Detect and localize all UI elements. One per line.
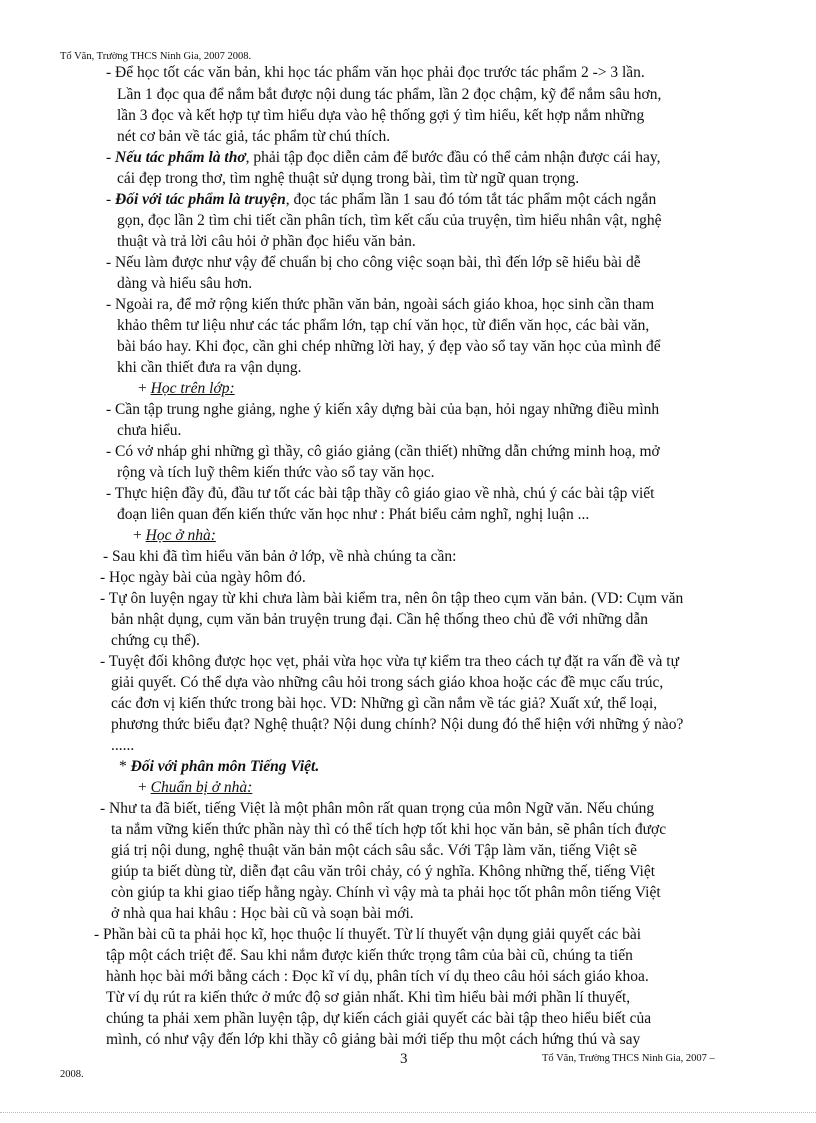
text-line xyxy=(111,611,648,629)
line-text: , phải tập đọc diễn cảm để bước đầu có thể cảm nhận được cái hay, xyxy=(245,149,661,166)
page-header: Tổ Văn, Trường THCS Ninh Gia, 2007 2008. xyxy=(60,51,252,62)
line-text: giá trị nội dung, nghệ thuật văn bản một cách sâu sắc. Với Tập làm văn, tiếng Việt sẽ xyxy=(111,842,637,859)
line-text: rộng và tích luỹ thêm kiến thức vào sổ tay văn học. xyxy=(117,464,435,481)
text-line xyxy=(106,64,645,82)
text-line xyxy=(119,758,319,776)
line-text: tập một cách triệt để. Sau khi nắm được kiến thức trọng tâm của bài cũ, chúng ta tiến xyxy=(106,947,633,964)
text-line xyxy=(117,233,416,251)
line-text: - Tự ôn luyện ngay từ khi chưa làm bài kiểm tra, nên ôn tập theo cụm văn bản. (VD: Cụm văn xyxy=(100,590,684,607)
text-line xyxy=(106,443,660,461)
line-text: hành học bài mới bằng cách : Đọc kĩ ví dụ, phân tích ví dụ theo câu hỏi sách giáo khoa. xyxy=(106,968,649,985)
line-text: chứng cụ thể). xyxy=(111,632,200,649)
line-text: chúng ta phải xem phần luyện tập, dự kiến cách giải quyết các bài tập theo hiểu biết của xyxy=(106,1010,652,1027)
line-text: thuật và trả lời câu hỏi ở phần đọc hiểu văn bản. xyxy=(117,233,416,250)
line-text: đoạn liên quan đến kiến thức văn học như : Phát biểu cảm nghĩ, nghị luận ... xyxy=(117,506,590,523)
subheading-text: Học ở nhà: xyxy=(145,527,216,544)
line-text: dàng và hiểu sâu hơn. xyxy=(117,275,253,292)
text-line xyxy=(94,926,641,944)
line-text: gọn, đọc lần 2 tìm chi tiết cần phân tích, tìm kết cấu của truyện, tìm hiểu nhân vật, nghệ xyxy=(117,212,662,229)
emphasis-text: Đối với phân môn Tiếng Việt. xyxy=(130,758,320,775)
line-text: chưa hiểu. xyxy=(117,422,182,439)
line-text: - Để học tốt các văn bản, khi học tác phẩm văn học phải đọc trước tác phẩm 2 -> 3 lần. xyxy=(106,64,645,81)
page-separator xyxy=(0,1112,816,1113)
page-number: 3 xyxy=(400,1051,408,1067)
line-prefix: + xyxy=(138,779,151,796)
text-line xyxy=(111,716,683,734)
text-line xyxy=(117,422,181,440)
line-text: lần 3 đọc và kết hợp tự tìm hiểu dựa vào hệ thống gợi ý tìm hiểu, kết hợp nắm những xyxy=(117,107,645,124)
text-line xyxy=(106,296,654,314)
page-footer: Tổ Văn, Trường THCS Ninh Gia, 2007 – xyxy=(542,1053,715,1064)
line-text: còn giúp ta khi giao tiếp hằng ngày. Chính vì vậy mà ta phải học tốt phân môn tiếng Việt xyxy=(111,884,661,901)
line-text: ở nhà qua hai khâu : Học bài cũ và soạn bài mới. xyxy=(111,905,414,922)
text-line xyxy=(117,359,301,377)
line-prefix: + xyxy=(133,527,146,544)
line-text: giải quyết. Có thể dựa vào những câu hỏi trong sách giáo khoa hoặc các đề mục cấu trúc, xyxy=(111,674,664,691)
text-line xyxy=(106,989,630,1007)
line-text: - Ngoài ra, để mở rộng kiến thức phần văn bản, ngoài sách giáo khoa, học sinh cần tham xyxy=(106,296,655,313)
text-line xyxy=(117,338,661,356)
line-text: , đọc tác phẩm lần 1 sau đó tóm tắt tác phẩm một cách ngắn xyxy=(285,191,657,208)
emphasis-text: Đối với tác phẩm là truyện xyxy=(115,191,286,208)
text-line: - Đối với tác phẩm là truyện, đọc tác phẩm lần 1 sau đó tóm tắt tác phẩm một cách ngắn xyxy=(106,191,657,208)
text-line xyxy=(138,380,235,398)
line-text: - Học ngày bài của ngày hôm đó. xyxy=(100,569,306,586)
line-text: nét cơ bản về tác giả, tác phẩm từ chú thích. xyxy=(117,128,391,145)
line-text: ...... xyxy=(111,737,135,754)
text-line xyxy=(106,1031,640,1049)
text-line xyxy=(133,527,216,545)
line-prefix: + xyxy=(138,380,151,397)
line-text: cái đẹp trong thơ, tìm nghệ thuật sử dụng trong bài, tìm từ ngữ quan trọng. xyxy=(117,170,580,187)
line-text: - Như ta đã biết, tiếng Việt là một phân môn rất quan trọng của môn Ngữ văn. Nếu chúng xyxy=(100,800,655,817)
line-text: Từ ví dụ rút ra kiến thức ở mức độ sơ giản nhất. Khi tìm hiểu bài mới phần lí thuyết, xyxy=(106,989,631,1006)
line-text: các đơn vị kiến thức trong bài học. VD: Những gì cần nắm về tác giả? Xuất xứ, thể loại, xyxy=(111,695,658,712)
text-line xyxy=(111,863,655,881)
line-text: - Nếu làm được như vậy để chuẩn bị cho công việc soạn bài, thì đến lớp sẽ hiểu bài dễ xyxy=(106,254,641,271)
text-line xyxy=(138,779,252,797)
text-line xyxy=(106,1010,651,1028)
text-line xyxy=(106,947,633,965)
text-line xyxy=(106,254,641,272)
text-line xyxy=(111,884,661,902)
text-line xyxy=(117,506,589,524)
line-text: khi cần thiết đưa ra vận dụng. xyxy=(117,359,302,376)
line-text: mình, có như vậy đến lớp khi thầy cô giảng bài mới tiếp thu một cách hứng thú và say xyxy=(106,1031,641,1048)
text-line xyxy=(117,107,644,125)
text-line xyxy=(117,86,661,104)
line-text: giúp ta biết dùng từ, diễn đạt câu văn trôi chảy, có ý nghĩa. Không những thế, tiếng Việt xyxy=(111,863,656,880)
text-line xyxy=(100,590,683,608)
line-text: - Cần tập trung nghe giảng, nghe ý kiến xây dựng bài của bạn, hỏi ngay những điều mình xyxy=(106,401,660,418)
page-footer-continuation: 2008. xyxy=(60,1069,84,1080)
text-line xyxy=(111,842,637,860)
subheading-text: Học trên lớp: xyxy=(150,380,235,397)
subheading-text: Chuẩn bị ở nhà: xyxy=(150,779,253,796)
text-line xyxy=(111,821,666,839)
text-line xyxy=(117,170,579,188)
line-text: khảo thêm tư liệu như các tác phẩm lớn, tạp chí văn học, từ điển văn học, các bài văn, xyxy=(117,317,650,334)
line-text: - Có vở nháp ghi những gì thầy, cô giáo giảng (cần thiết) những dẫn chứng minh hoạ, mở xyxy=(106,443,660,460)
text-line xyxy=(100,653,679,671)
text-line xyxy=(100,569,306,587)
line-text: - Tuyệt đối không được học vẹt, phải vừa học vừa tự kiểm tra theo cách tự đặt ra vấn đề và tự xyxy=(100,653,679,670)
text-line: - Nếu tác phẩm là thơ, phải tập đọc diễn cảm để bước đầu có thể cảm nhận được cái hay, xyxy=(106,149,661,166)
text-line xyxy=(117,275,252,293)
line-text: ta nắm vững kiến thức phần này thì có thể tích hợp tốt khi học văn bản, sẽ phân tích được xyxy=(111,821,667,838)
text-line xyxy=(111,905,414,923)
line-prefix: * xyxy=(119,758,131,775)
text-line xyxy=(111,695,657,713)
text-line xyxy=(106,401,659,419)
text-line xyxy=(111,674,663,692)
line-text: bản nhật dụng, cụm văn bản truyện trung đại. Cần hệ thống theo chủ đề với những dẫn xyxy=(111,611,649,628)
text-line xyxy=(117,212,662,230)
line-text: bài báo hay. Khi đọc, cần ghi chép những lời hay, ý đẹp vào sổ tay văn học của mình để xyxy=(117,338,661,355)
text-line xyxy=(100,800,654,818)
line-text: phương thức biểu đạt? Nghệ thuật? Nội dung chính? Nội dung đó thể hiện với những ý nào? xyxy=(111,716,684,733)
text-line xyxy=(111,737,134,755)
text-line xyxy=(117,464,434,482)
line-text: - Phần bài cũ ta phải học kĩ, học thuộc lí thuyết. Từ lí thuyết vận dụng giải quyết các bài xyxy=(94,926,642,943)
text-line xyxy=(103,548,456,566)
line-text: - Thực hiện đầy đủ, đầu tư tốt các bài tập thầy cô giáo giao về nhà, chú ý các bài tập viết xyxy=(106,485,655,502)
text-line xyxy=(111,632,200,650)
text-line xyxy=(106,968,649,986)
emphasis-text: Nếu tác phẩm là thơ xyxy=(115,149,246,166)
text-line xyxy=(117,317,649,335)
text-line xyxy=(117,128,390,146)
text-line xyxy=(106,485,655,503)
line-text: Lần 1 đọc qua để nắm bắt được nội dung tác phẩm, lần 2 đọc chậm, kỹ để nắm sâu hơn, xyxy=(117,86,662,103)
line-text: - Sau khi đã tìm hiểu văn bản ở lớp, về nhà chúng ta cần: xyxy=(103,548,457,565)
